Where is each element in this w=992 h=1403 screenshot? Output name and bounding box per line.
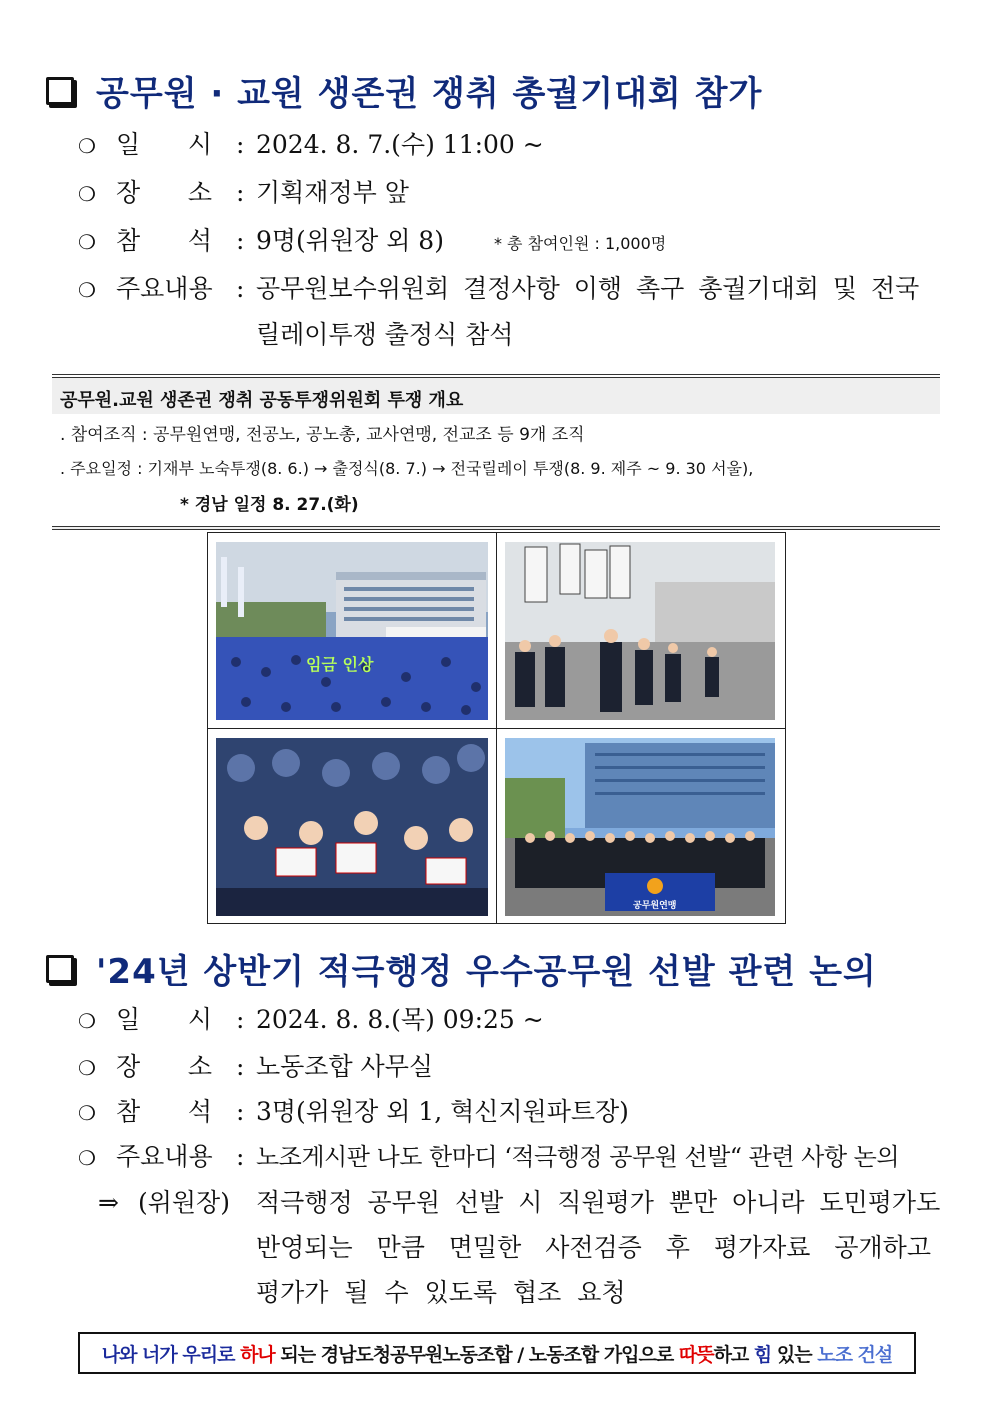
slogan-part: 하고: [713, 1343, 754, 1366]
response-line-2: 반영되는 만큼 면밀한 사전검증 후 평가자료 공개하고: [256, 1233, 931, 1262]
overview-title: 공무원.교원 생존권 쟁취 공동투쟁위원회 투쟁 개요: [60, 390, 464, 411]
item-value: 2024. 8. 7.(수) 11:00 ~: [256, 130, 544, 159]
item-label: 참 석: [116, 1097, 212, 1126]
section1-item-place: ❍ 장 소 : 기획재정부 앞: [78, 176, 409, 211]
bullet-icon: ❍: [78, 278, 96, 302]
bullet-icon: ❍: [78, 1101, 96, 1125]
section2-title: '24년 상반기 적극행정 우수공무원 선발 관련 논의: [96, 952, 877, 992]
footer-slogan: [78, 1332, 916, 1374]
bullet-icon: ❍: [78, 1009, 96, 1033]
rally-sign-text: 임금 인상: [306, 655, 374, 674]
bullet-icon: ❍: [78, 1056, 96, 1080]
slogan-part: 되는 경남도청공무원노동조합 / 노동조합 가입으로: [274, 1343, 679, 1366]
item-label: 주요내용: [116, 274, 213, 303]
item-value: 노조게시판 나도 한마디 ‘적극행정 공무원 선발“ 관련 사항 논의: [256, 1143, 900, 1171]
item-label: 장 소: [116, 1052, 212, 1081]
item-value: 공무원보수위원회 결정사항 이행 촉구 총궐기대회 및 전국: [256, 274, 920, 303]
item-label: 주요내용: [116, 1142, 213, 1171]
response-line-1: 적극행정 공무원 선발 시 직원평가 뿐만 아니라 도민평가도: [256, 1188, 941, 1217]
bullet-icon: ❍: [78, 1146, 96, 1170]
union-banner-text: 공무원연맹: [633, 901, 677, 911]
section2-item-place: ❍ 장 소 : 노동조합 사무실: [78, 1050, 433, 1085]
section2-item-content: ❍ 주요내용 : 노조게시판 나도 한마디 ‘적극행정 공무원 선발“ 관련 사항 논의: [78, 1140, 899, 1175]
item-value: 3명(위원장 외 1, 혁신지원파트장): [256, 1097, 629, 1126]
item-label: 일 시: [116, 1005, 212, 1034]
item-label: 참 석: [116, 226, 212, 255]
item-value: 기획재정부 앞: [256, 178, 409, 207]
overview-gyeongnam-date: * 경남 일정 8. 27.(화): [180, 495, 359, 515]
bullet-icon: ❍: [78, 134, 96, 158]
arrow-icon: ⇒: [98, 1188, 119, 1217]
section2-item-date: ❍ 일 시 : 2024. 8. 8.(목) 09:25 ~: [78, 1003, 544, 1038]
slogan-part: 노조 건설: [817, 1343, 893, 1366]
chair-response: [98, 1186, 230, 1220]
section2-item-attendees: ❍ 참 석 : 3명(위원장 외 1, 혁신지원파트장): [78, 1095, 629, 1130]
item-value: 2024. 8. 8.(목) 09:25 ~: [256, 1005, 544, 1034]
rally-crowd-photo: [216, 542, 488, 720]
item-label: 일 시: [116, 130, 212, 159]
section1-item-date: ❍ 일 시 : 2024. 8. 7.(수) 11:00 ~: [78, 128, 544, 163]
seated-protest-photo: [216, 738, 488, 916]
response-line-3: 평가가 될 수 있도록 협조 요청: [256, 1278, 626, 1307]
march-photo: [505, 542, 775, 720]
item-value: 노동조합 사무실: [256, 1052, 433, 1081]
slogan-part: 있는: [771, 1343, 818, 1366]
group-photo: [505, 738, 775, 916]
section2-heading: [46, 944, 877, 993]
overview-schedule: . 주요일정 : 기재부 노숙투쟁(8. 6.) → 출정식(8. 7.) → 전국릴레이 투쟁(8. 9. 제주 ~ 9. 30 서울),: [60, 459, 754, 478]
overview-box: [52, 374, 940, 530]
item-value: 9명(위원장 외 8): [256, 226, 444, 255]
section1-content-cont: 릴레이투쟁 출정식 참석: [256, 320, 514, 349]
item-label: 장 소: [116, 178, 212, 207]
bullet-icon: ❍: [78, 230, 96, 254]
checkbox-icon: [46, 955, 74, 983]
section1-item-attendees: ❍ 참 석 : 9명(위원장 외 8) * 총 참여인원 : 1,000명: [78, 224, 666, 261]
slogan-part: 하나: [240, 1343, 275, 1366]
slogan-part: 따뜻: [678, 1343, 714, 1366]
attendance-note: * 총 참여인원 : 1,000명: [493, 234, 667, 253]
section1-title: 공무원 · 교원 생존권 쟁취 총궐기대회 참가: [96, 74, 763, 114]
slogan-part: 나와 너가 우리로: [101, 1343, 241, 1366]
slogan-part: 힘: [753, 1343, 772, 1366]
photo-grid: [207, 532, 786, 924]
section1-heading: [46, 66, 762, 115]
checkbox-icon: [46, 77, 74, 105]
overview-participants: . 참여조직 : 공무원연맹, 전공노, 공노총, 교사연맹, 전교조 등 9개 조직: [60, 425, 585, 445]
bullet-icon: ❍: [78, 182, 96, 206]
section1-item-content: ❍ 주요내용 : 공무원보수위원회 결정사항 이행 촉구 총궐기대회 및 전국: [78, 272, 944, 307]
speaker-label: (위원장): [138, 1188, 230, 1217]
